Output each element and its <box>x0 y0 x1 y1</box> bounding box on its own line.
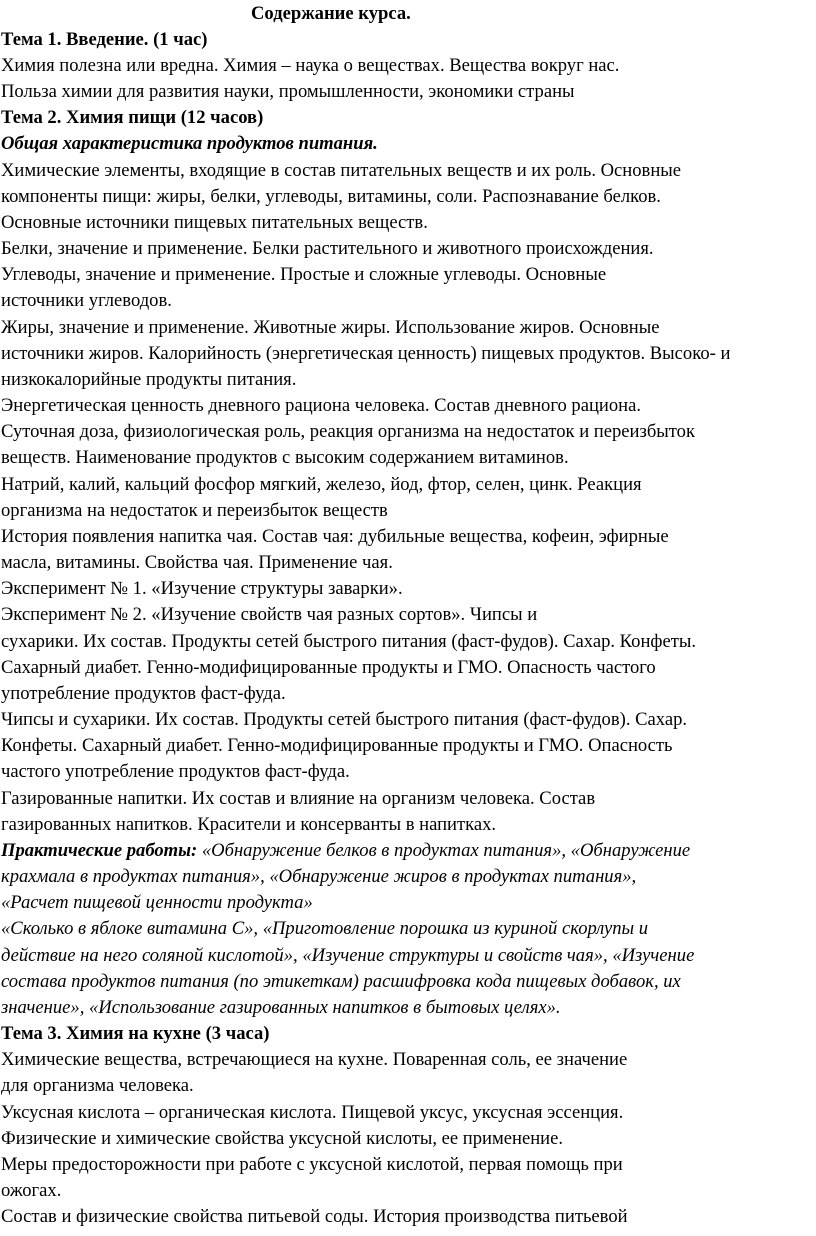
practical-works-line: действие на него соляной кислотой», «Изучение структуры и свойств чая», «Изучение <box>1 945 695 966</box>
text-line: Польза химии для развития науки, промышленности, экономики страны <box>1 81 575 102</box>
text-line: употребление продуктов фаст-фуда. <box>1 683 286 704</box>
text-line: организма на недостаток и переизбыток веществ <box>1 500 388 521</box>
text-line: Чипсы и сухарики. Их состав. Продукты сетей быстрого питания (фаст-фудов). Сахар. <box>1 709 688 730</box>
text-line: Химические элементы, входящие в состав питательных веществ и их роль. Основные <box>1 160 682 181</box>
practical-works-line: значение», «Использование газированных напитков в бытовых целях». <box>1 997 561 1018</box>
practical-works-line <box>1 838 690 864</box>
text-line: масла, витамины. Свойства чая. Применение чая. <box>1 552 393 573</box>
text-line: Эксперимент № 1. «Изучение структуры заварки». <box>1 578 403 599</box>
text-line: Основные источники пищевых питательных веществ. <box>1 212 428 233</box>
text-line: Натрий, калий, кальций фосфор мягкий, железо, йод, фтор, селен, цинк. Реакция <box>1 474 642 495</box>
practical-works-line: состава продуктов питания (по этикеткам) расшифровка кода пищевых добавок, их <box>1 971 681 992</box>
topic-1-heading: Тема 1. Введение. (1 час) <box>1 29 208 50</box>
text-line: Энергетическая ценность дневного рациона человека. Состав дневного рациона. <box>1 395 642 416</box>
text-line: Суточная доза, физиологическая роль, реакция организма на недостаток и переизбыток <box>1 421 696 442</box>
text-line: Жиры, значение и применение. Животные жиры. Использование жиров. Основные <box>1 317 660 338</box>
text-line: низкокалорийные продукты питания. <box>1 369 297 390</box>
text-line: Углеводы, значение и применение. Простые и сложные углеводы. Основные <box>1 264 607 285</box>
text-line: источники углеводов. <box>1 290 172 311</box>
text-line: Физические и химические свойства уксусной кислоты, ее применение. <box>1 1128 564 1149</box>
text-line: веществ. Наименование продуктов с высоким содержанием витаминов. <box>1 447 569 468</box>
section-subheading: Общая характеристика продуктов питания. <box>1 133 378 154</box>
text-line: Газированные напитки. Их состав и влияние на организм человека. Состав <box>1 788 596 809</box>
text-line: ожогах. <box>1 1180 62 1201</box>
topic-3-heading: Тема 3. Химия на кухне (3 часа) <box>1 1023 270 1044</box>
text-line: История появления напитка чая. Состав чая: дубильные вещества, кофеин, эфирные <box>1 526 669 547</box>
text-line: частого употребление продуктов фаст-фуда. <box>1 761 350 782</box>
text-line: компоненты пищи: жиры, белки, углеводы, витамины, соли. Распознавание белков. <box>1 186 661 207</box>
text-line: газированных напитков. Красители и консерванты в напитках. <box>1 814 497 835</box>
text-line: Конфеты. Сахарный диабет. Генно-модифицированные продукты и ГМО. Опасность <box>1 735 673 756</box>
text-line: Сахарный диабет. Генно-модифицированные продукты и ГМО. Опасность частого <box>1 657 656 678</box>
text-line: Уксусная кислота – органическая кислота. Пищевой уксус, уксусная эссенция. <box>1 1102 624 1123</box>
practical-works-line: «Сколько в яблоке витамина С», «Приготовление порошка из куриной скорлупы и <box>1 918 649 939</box>
text-line: Эксперимент № 2. «Изучение свойств чая разных сортов». Чипсы и <box>1 604 538 625</box>
text-line: Химические вещества, встречающиеся на кухне. Поваренная соль, ее значение <box>1 1049 628 1070</box>
text-line: источники жиров. Калорийность (энергетическая ценность) пищевых продуктов. Высоко- и <box>1 343 731 364</box>
practical-works-line: «Расчет пищевой ценности продукта» <box>1 892 313 913</box>
text-line: для организма человека. <box>1 1075 194 1096</box>
practical-works-line: крахмала в продуктах питания», «Обнаружение жиров в продуктах питания», <box>1 866 637 887</box>
text-line: Меры предосторожности при работе с уксусной кислотой, первая помощь при <box>1 1154 623 1175</box>
text-line: Белки, значение и применение. Белки растительного и животного происхождения. <box>1 238 654 259</box>
topic-2-heading: Тема 2. Химия пищи (12 часов) <box>1 107 264 128</box>
document-title: Содержание курса. <box>251 3 411 24</box>
practical-works-text: «Обнаружение белков в продуктах питания», «Обнаружение <box>197 840 691 861</box>
practical-works-label: Практические работы: <box>1 840 198 861</box>
text-line: сухарики. Их состав. Продукты сетей быстрого питания (фаст-фудов). Сахар. Конфеты. <box>1 631 696 652</box>
text-line: Химия полезна или вредна. Химия – наука о веществах. Вещества вокруг нас. <box>1 55 620 76</box>
text-line: Состав и физические свойства питьевой соды. История производства питьевой <box>1 1206 628 1227</box>
